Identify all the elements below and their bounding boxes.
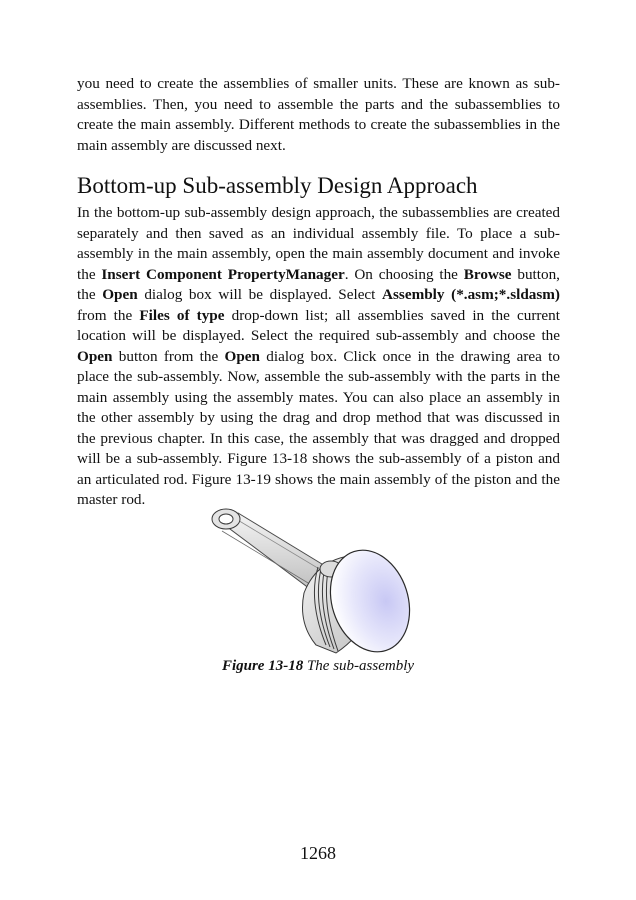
text-run: button from the bbox=[112, 347, 225, 365]
bold-term: Insert Component PropertyManager bbox=[101, 265, 345, 283]
text-run: In the bottom-up sub-assembly design approach, the subassemblies are created separately and then saved as an individual assembly file. To place a sub-assembly in the main assembly, open the main assembly document and invoke the bbox=[77, 204, 560, 283]
text-run: dialog box. Click once in the drawing area to place the sub-assembly. Now, assemble the sub-assembly with the parts in the main assembly using the assembly mates. You can also place an assembly in the other assembly by using the drag and drop method that was discussed in the previous chapter. In this case, the assembly that was dragged and dropped will be a sub-assembly. Figure 13-18 shows the sub-assembly of a piston and an articulated rod. Figure 13-19 shows the main assembly of the piston and the master rod. bbox=[77, 347, 560, 508]
intro-paragraph: you need to create the assemblies of smaller units. These are known as sub-assemblies. Then, you need to assemble the parts and the subassemblies to create the main assembly. Different methods to create the subassemblies in the main assembly are discussed next. bbox=[77, 75, 560, 154]
page-number: 1268 bbox=[300, 843, 336, 863]
piston-subassembly-figure bbox=[208, 505, 413, 655]
bold-term: Open bbox=[102, 286, 138, 303]
text-run: drop-down list; all assemblies saved in the current location will be displayed. Select the required sub-assembly and choose the bbox=[77, 306, 560, 344]
figure-caption bbox=[0, 658, 636, 675]
figure-caption-text: The sub-assembly bbox=[303, 658, 415, 674]
bold-term: Browse bbox=[463, 265, 512, 283]
figure-label: Figure 13-18 bbox=[221, 658, 304, 674]
text-run: dialog box will be displayed. Select bbox=[137, 286, 383, 303]
piston-illustration bbox=[208, 505, 413, 655]
bold-term: Files of type bbox=[139, 306, 225, 324]
page-content bbox=[77, 74, 560, 511]
section-paragraph bbox=[77, 203, 560, 511]
bold-term: Assembly (*.asm;*.sldasm) bbox=[382, 286, 560, 303]
text-run: . On choosing the bbox=[344, 265, 464, 283]
bold-term: Open bbox=[224, 347, 260, 365]
section-heading: Bottom-up Sub-assembly Design Approach bbox=[77, 173, 478, 198]
text-run: button, the bbox=[77, 265, 560, 303]
text-run: from the bbox=[77, 306, 140, 324]
bold-term: Open bbox=[77, 347, 113, 365]
